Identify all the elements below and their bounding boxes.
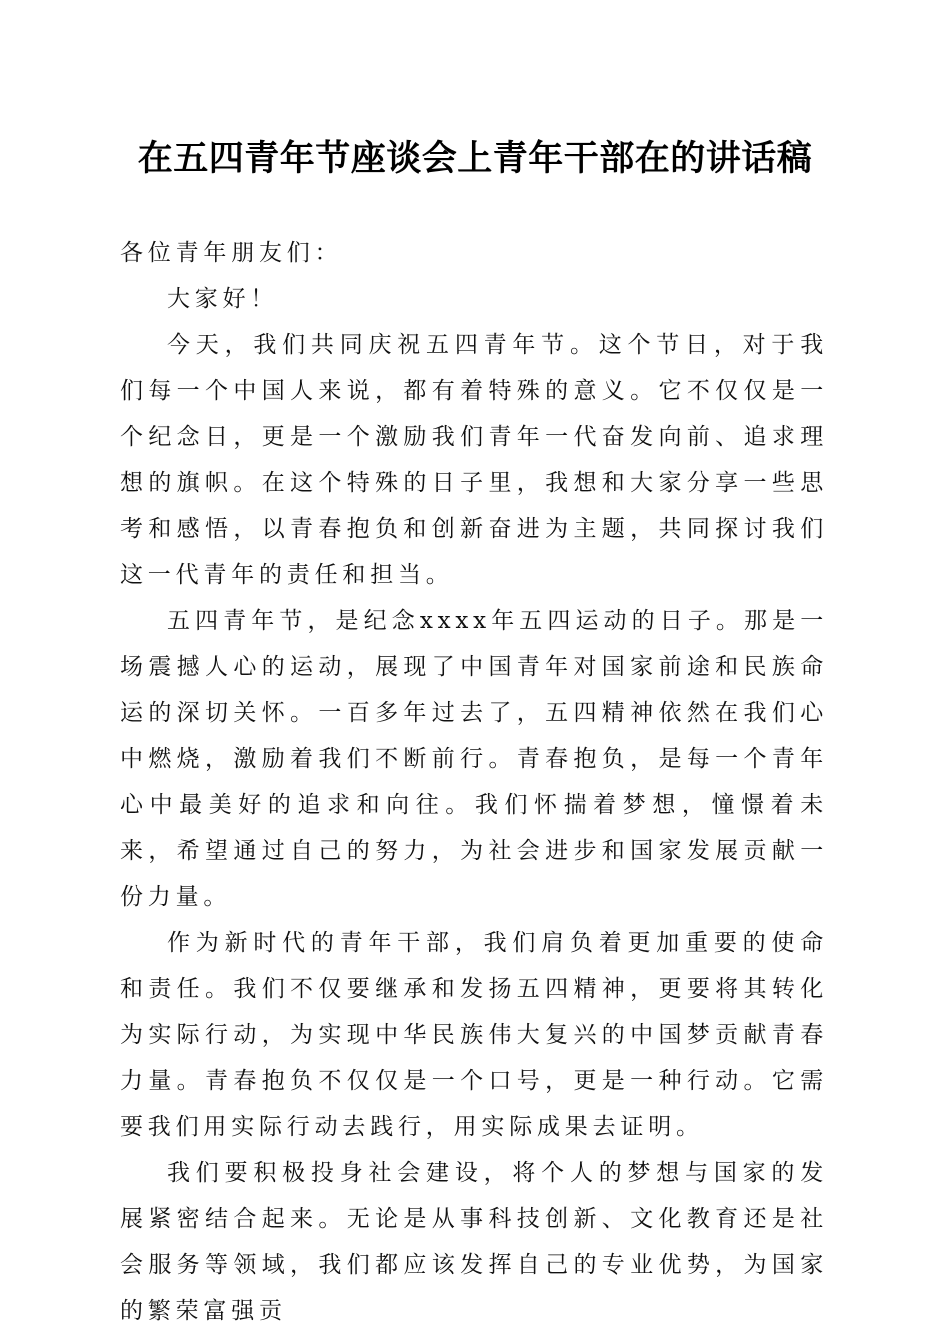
- body-paragraph-2: 五四青年节，是纪念xxxx年五四运动的日子。那是一场震撼人心的运动，展现了中国青年对国家前途和民族命运的深切关怀。一百多年过去了，五四精神依然在我们心中燃烧，激励着我们不断前行。青春抱负，是每一个青年心中最美好的追求和向往。我们怀揣着梦想，憧憬着未来，希望通过自己的努力，为社会进步和国家发展贡献一份力量。: [120, 608, 828, 910]
- body-paragraph-3: 作为新时代的青年干部，我们肩负着更加重要的使命和责任。我们不仅要继承和发扬五四精神，更要将其转化为实际行动，为实现中华民族伟大复兴的中国梦贡献青春力量。青春抱负不仅仅是一个口号，更是一种行动。它需要我们用实际行动去践行，用实际成果去证明。: [120, 930, 828, 1140]
- greeting-paragraph: 大家好！: [167, 286, 279, 312]
- body-paragraph-1: 今天，我们共同庆祝五四青年节。这个节日，对于我们每一个中国人来说，都有着特殊的意义。它不仅仅是一个纪念日，更是一个激励我们青年一代奋发向前、追求理想的旗帜。在这个特殊的日子里，我想和大家分享一些思考和感悟，以青春抱负和创新奋进为主题，共同探讨我们这一代青年的责任和担当。: [120, 332, 828, 588]
- speech-body: [120, 230, 828, 1334]
- page-title: 在五四青年节座谈会上青年干部在的讲话稿: [137, 138, 813, 179]
- body-paragraph-4: 我们要积极投身社会建设，将个人的梦想与国家的发展紧密结合起来。无论是从事科技创新、文化教育还是社会服务等领域，我们都应该发挥自己的专业优势，为国家的繁荣富强贡: [120, 1160, 828, 1324]
- salutation: 各位青年朋友们：: [120, 240, 343, 266]
